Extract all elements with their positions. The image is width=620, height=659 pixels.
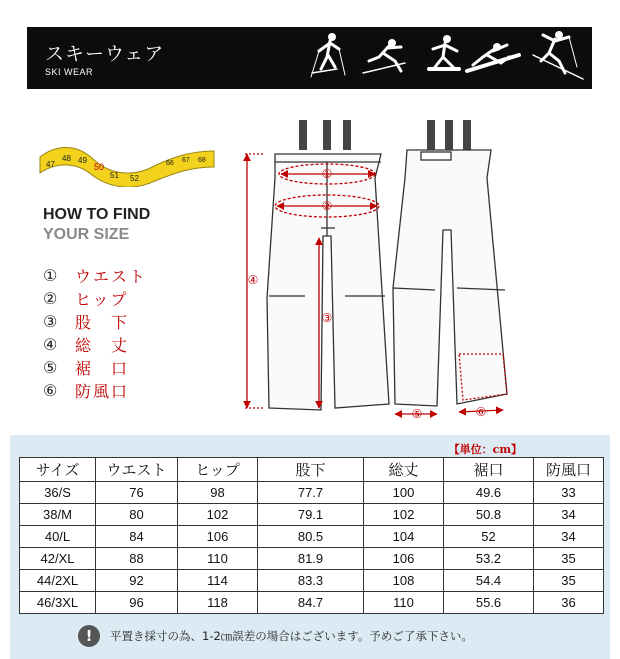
table-row [20,526,604,548]
legend-number: ⑤ [43,358,58,377]
table-cell: 50.8 [444,504,534,526]
how-to-find-heading [43,205,150,245]
tape-number: 49 [78,156,87,165]
header-hem: 裾口 [444,458,534,482]
tape-number: 48 [62,154,71,163]
table-cell: 38/M [20,504,96,526]
table-cell: 106 [178,526,258,548]
ski-wear-banner [27,27,592,89]
legend-item [43,310,147,333]
table-cell: 88 [96,548,178,570]
header-waist: ウエスト [96,458,178,482]
table-cell: 102 [178,504,258,526]
diagram-mark-length: ④ [247,273,259,287]
unit-label: 【単位：cm】 [448,443,522,456]
measurement-note [78,625,473,647]
tape-number: 50 [94,162,105,172]
how-to-find-line1: HOW TO FIND [43,206,151,223]
table-cell: 79.1 [258,504,364,526]
diagram-mark-waist: ① [321,167,333,181]
diagram-mark-gaiter: ⑥ [475,405,487,419]
legend-item [43,264,147,287]
how-to-find-line2: YOUR SIZE [43,226,130,243]
legend-label: ウエスト [75,267,148,286]
table-cell: 53.2 [444,548,534,570]
table-cell: 40/L [20,526,96,548]
measurement-legend [43,264,147,402]
table-cell: 35 [534,548,604,570]
table-cell: 83.3 [258,570,364,592]
legend-number: ④ [43,335,58,354]
tape-measure-icon [38,137,218,191]
ski-pants-diagram [235,118,535,434]
header-gaiter: 防風口 [534,458,604,482]
table-cell: 49.6 [444,482,534,504]
legend-item [43,287,147,310]
table-cell: 36/S [20,482,96,504]
table-row [20,548,604,570]
table-cell: 84.7 [258,592,364,614]
table-cell: 77.7 [258,482,364,504]
table-cell: 100 [364,482,444,504]
tape-number: 67 [182,157,190,164]
table-header-row [20,458,604,482]
header-length: 総丈 [364,458,444,482]
diagram-mark-inseam: ③ [321,311,333,325]
legend-label: 股 下 [75,313,130,332]
table-cell: 52 [444,526,534,548]
legend-number: ① [43,266,58,285]
table-cell: 96 [96,592,178,614]
back-pants-icon [393,120,507,406]
table-cell: 35 [534,570,604,592]
table-cell: 106 [364,548,444,570]
table-cell: 42/XL [20,548,96,570]
tape-number: 68 [198,157,206,164]
table-row [20,570,604,592]
size-chart-panel [10,435,610,659]
tape-number: 51 [110,171,119,180]
header-hip: ヒップ [178,458,258,482]
skier-silhouettes-icon [297,27,592,89]
table-cell: 80.5 [258,526,364,548]
legend-number: ⑥ [43,381,58,400]
table-cell: 36 [534,592,604,614]
table-row [20,592,604,614]
table-row [20,504,604,526]
table-cell: 110 [364,592,444,614]
legend-number: ② [43,289,58,308]
legend-label: ヒップ [75,290,129,309]
table-cell: 110 [178,548,258,570]
table-cell: 98 [178,482,258,504]
table-cell: 46/3XL [20,592,96,614]
table-cell: 114 [178,570,258,592]
legend-number: ③ [43,312,58,331]
table-cell: 84 [96,526,178,548]
diagram-mark-hip: ② [321,199,333,213]
tape-number: 47 [46,160,55,169]
table-cell: 92 [96,570,178,592]
size-table [19,457,604,614]
table-cell: 34 [534,526,604,548]
banner-title-jp: スキーウェア [45,43,165,65]
table-cell: 108 [364,570,444,592]
table-cell: 104 [364,526,444,548]
table-cell: 102 [364,504,444,526]
warning-icon: ! [78,625,100,647]
note-text: 平置き採寸の為、1-2㎝誤差の場合はございます。予めご了承下さい。 [110,629,473,643]
legend-label: 総 丈 [75,336,130,355]
tape-number: 66 [166,160,174,167]
table-cell: 81.9 [258,548,364,570]
table-cell: 33 [534,482,604,504]
table-cell: 34 [534,504,604,526]
legend-item [43,333,147,356]
tape-number: 52 [130,174,139,183]
table-cell: 55.6 [444,592,534,614]
legend-item [43,356,147,379]
table-cell: 80 [96,504,178,526]
table-cell: 54.4 [444,570,534,592]
table-row [20,482,604,504]
legend-item [43,379,147,402]
banner-title-en: SKI WEAR [45,67,94,77]
legend-label: 防風口 [75,382,130,401]
diagram-mark-hem: ⑤ [411,407,423,421]
header-inseam: 股下 [258,458,364,482]
legend-label: 裾 口 [75,359,130,378]
table-cell: 76 [96,482,178,504]
table-cell: 44/2XL [20,570,96,592]
header-size: サイズ [20,458,96,482]
table-cell: 118 [178,592,258,614]
